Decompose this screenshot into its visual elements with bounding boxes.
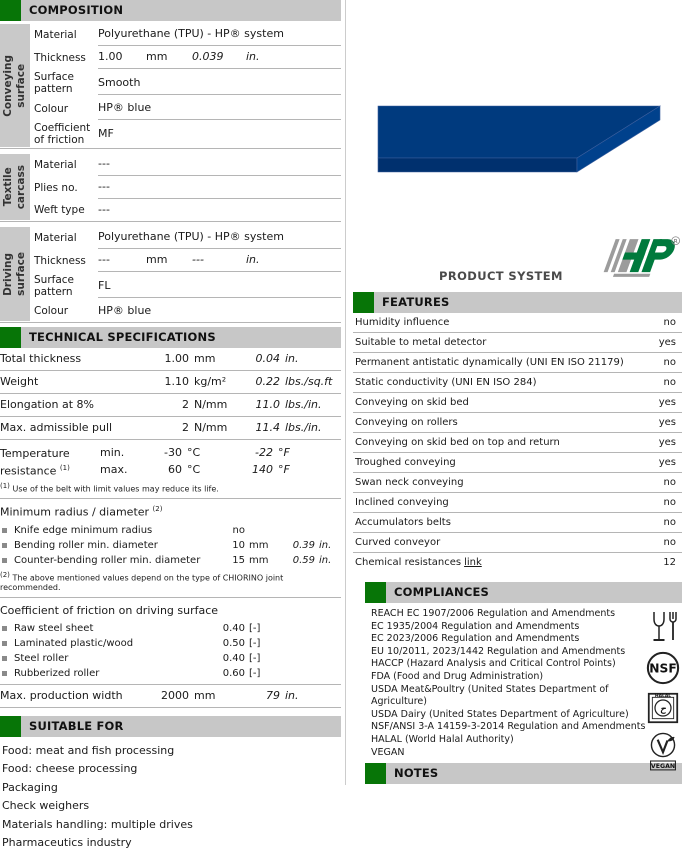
- food-contact-icon: [647, 609, 679, 645]
- row-value: Smooth: [98, 72, 341, 95]
- imperial-unit: lbs./in.: [285, 421, 322, 434]
- compliance-line: REACH EC 1907/2006 Regulation and Amendments: [371, 608, 616, 619]
- feature-value: no: [663, 537, 676, 548]
- imperial-value: 0.22: [255, 375, 280, 388]
- value-cell: 0.039: [192, 50, 224, 63]
- bullet-icon: [2, 656, 7, 661]
- value-cell: 0.40: [222, 652, 245, 664]
- metric-unit: N/mm: [194, 398, 228, 411]
- spec-label: Max. admissible pull: [0, 421, 113, 434]
- value-cell: 60: [168, 463, 182, 476]
- value-cell: °F: [278, 463, 290, 476]
- row-label: Colour: [34, 102, 69, 115]
- value-cell: 15: [232, 554, 245, 566]
- group-vertical-label: [0, 227, 30, 321]
- feature-label: Troughed conveying: [355, 457, 456, 468]
- value-cell: -30: [164, 446, 182, 459]
- svg-text:HALAL: HALAL: [654, 693, 672, 699]
- value-cell: mm: [146, 253, 168, 266]
- row-label: Surface pattern: [34, 71, 75, 95]
- spec-row: [0, 371, 341, 394]
- feature-value: yes: [658, 397, 676, 408]
- notes-header: [365, 763, 682, 784]
- imperial-value: 79: [266, 688, 280, 702]
- row-label: Thickness: [34, 254, 86, 267]
- belt-product-image: [353, 0, 682, 190]
- value-cell: Bending roller min. diameter: [14, 539, 158, 551]
- feature-label: Suitable to metal detector: [355, 337, 487, 348]
- composition-row: [34, 272, 341, 300]
- group-vertical-label: [0, 154, 30, 220]
- feature-row: [353, 453, 682, 473]
- row-label: Material: [34, 158, 77, 171]
- imperial-value: 11.0: [255, 398, 280, 411]
- value-cell: -22: [255, 446, 273, 459]
- group-vertical-label: [0, 24, 30, 147]
- value-cell: Laminated plastic/wood: [14, 637, 134, 649]
- bullet-icon: [2, 626, 7, 631]
- suitable-item: Packaging: [2, 780, 58, 794]
- friction-section: [0, 598, 341, 685]
- column-divider: [345, 0, 346, 785]
- spec-label: Elongation at 8%: [0, 398, 94, 411]
- composition-row: [34, 97, 341, 120]
- metric-unit: mm: [194, 688, 216, 702]
- compliance-line: HACCP (Hazard Analysis and Critical Control Points): [371, 658, 616, 670]
- composition-row: [34, 69, 341, 97]
- halal-icon: [647, 691, 679, 725]
- spec-label: Total thickness: [0, 352, 82, 365]
- bullet-icon: [2, 641, 7, 646]
- value-cell: mm: [249, 554, 269, 566]
- spec-item-row: [0, 666, 341, 681]
- feature-label: Inclined conveying: [355, 497, 449, 508]
- suitable-item: Check weighers: [2, 799, 90, 813]
- spec-label: Weight: [0, 375, 39, 388]
- features-table: [353, 313, 682, 572]
- composition-row: [34, 46, 341, 69]
- feature-value: no: [663, 477, 676, 488]
- value-cell: in.: [319, 554, 332, 566]
- value-cell: 0.60: [222, 667, 245, 679]
- compliances-section: [365, 582, 682, 804]
- feature-value: no: [663, 377, 676, 388]
- composition-row: [34, 153, 341, 176]
- row-label: Material: [34, 28, 77, 41]
- row-value: HP® blue: [98, 304, 152, 317]
- value-cell: 0.39: [292, 539, 315, 551]
- feature-value: no: [663, 357, 676, 368]
- composition-row: [34, 120, 341, 148]
- spec-row: [0, 685, 341, 708]
- value-cell: ---: [192, 253, 204, 266]
- feature-value: 12: [663, 557, 676, 568]
- value-cell: no: [232, 524, 245, 536]
- technical-specifications-header: [0, 327, 341, 348]
- row-label: Coefficient of friction: [34, 122, 91, 146]
- value-cell: min.: [100, 446, 125, 459]
- value-cell: [-]: [249, 622, 261, 634]
- imperial-unit: in.: [285, 352, 299, 365]
- notes-title: NOTES: [394, 766, 439, 781]
- compliance-line: VEGAN: [371, 746, 405, 758]
- feature-label: Conveying on skid bed on top and return: [355, 437, 560, 448]
- value-cell: °C: [187, 463, 201, 476]
- suitable-item: Food: cheese processing: [2, 762, 138, 776]
- feature-row: [353, 433, 682, 453]
- right-column: [353, 0, 682, 785]
- bullet-icon: [2, 528, 7, 533]
- imperial-value: 0.04: [255, 352, 280, 365]
- spec-label: Temperature resistance $^{(1)}$: [0, 447, 70, 478]
- svg-text:NSF: NSF: [649, 661, 677, 676]
- feature-label: Humidity influence: [355, 317, 450, 328]
- compliance-line: FDA (Food and Drug Administration): [371, 670, 544, 682]
- feature-row: [353, 533, 682, 553]
- suitable-for-header: [0, 716, 341, 737]
- value-cell: Rubberized roller: [14, 667, 100, 679]
- row-label: Thickness: [34, 51, 86, 64]
- value-cell: 0.59: [292, 554, 315, 566]
- imperial-unit: lbs./in.: [285, 398, 322, 411]
- subsection-title: Coefficient of friction on driving surface: [0, 603, 219, 617]
- suitable-for-title: SUITABLE FOR: [29, 718, 124, 733]
- value-cell: max.: [100, 463, 128, 476]
- feature-row: [353, 473, 682, 493]
- feature-row: [353, 493, 682, 513]
- spec-item-row: [0, 553, 341, 568]
- metric-unit: kg/m²: [194, 375, 227, 388]
- row-value: FL: [98, 275, 341, 298]
- value-cell: [-]: [249, 637, 261, 649]
- row-value: ---: [98, 176, 341, 199]
- composition-rows: [34, 23, 341, 148]
- product-system-label: PRODUCT SYSTEM: [439, 269, 563, 283]
- footnote: $^{(1)}$ Use of the belt with limit values may reduce its life.: [0, 481, 219, 494]
- feature-value: yes: [658, 457, 676, 468]
- temperature-block: [0, 440, 341, 499]
- spec-item-row: [0, 523, 341, 538]
- composition-title: COMPOSITION: [29, 3, 124, 17]
- section-marker-icon: [353, 292, 374, 313]
- composition-row: [34, 249, 341, 272]
- product-system-row: [353, 230, 682, 290]
- bullet-icon: [2, 543, 7, 548]
- feature-value: no: [663, 497, 676, 508]
- feature-label: Conveying on skid bed: [355, 397, 469, 408]
- composition-group: [0, 23, 341, 149]
- compliance-line: EC 2023/2006 Regulation and Amendments: [371, 633, 580, 645]
- metric-value: 1.00: [164, 352, 189, 365]
- feature-value: yes: [658, 337, 676, 348]
- spec-row: [0, 417, 341, 440]
- feature-label: Conveying on rollers: [355, 417, 458, 428]
- value-cell: Knife edge minimum radius: [14, 524, 153, 536]
- composition-group: [0, 153, 341, 222]
- compliance-line: NSF/ANSI 3-A 14159-3-2014 Regulation and Amendments: [371, 721, 646, 733]
- value-cell: 0.50: [222, 637, 245, 649]
- spec-row: [0, 348, 341, 371]
- row-label: Material: [34, 231, 77, 244]
- row-value: [98, 46, 341, 69]
- feature-value: no: [663, 317, 676, 328]
- section-marker-icon: [0, 327, 21, 348]
- technical-specifications-title: TECHNICAL SPECIFICATIONS: [29, 330, 216, 344]
- value-cell: mm: [249, 539, 269, 551]
- compliances-header: [365, 582, 682, 603]
- row-label: Weft type: [34, 204, 85, 216]
- svg-text:VEGAN: VEGAN: [650, 763, 676, 771]
- composition-rows: [34, 226, 341, 322]
- chemical-resistances-link[interactable]: link: [464, 557, 482, 568]
- notes-body: [365, 784, 682, 804]
- imperial-unit: in.: [285, 688, 299, 702]
- feature-row: [353, 393, 682, 413]
- compliance-line: EC 1935/2004 Regulation and Amendments: [371, 620, 580, 632]
- value-cell: mm: [146, 50, 168, 63]
- composition-row: [34, 23, 341, 46]
- value-cell: in.: [246, 253, 260, 266]
- temperature-row: [100, 444, 341, 461]
- bullet-icon: [2, 671, 7, 676]
- temperature-row: [100, 461, 341, 478]
- feature-value: yes: [658, 437, 676, 448]
- composition-row: [34, 300, 341, 322]
- hp-system-logo-icon: [578, 230, 682, 290]
- feature-row: [353, 513, 682, 533]
- footnote: $^{(2)}$ The above mentioned values depend on the type of CHIORINO joint recommended.: [0, 570, 284, 592]
- chemical-resistances-row: [353, 553, 682, 572]
- spec-label: Max. production width: [0, 688, 123, 702]
- bullet-icon: [2, 558, 7, 563]
- feature-value: yes: [658, 417, 676, 428]
- svg-text:R: R: [673, 238, 678, 245]
- value-cell: in.: [319, 539, 332, 551]
- spec-item-row: [0, 538, 341, 553]
- imperial-unit: lbs./sq.ft: [285, 375, 333, 388]
- svg-text:ح: ح: [660, 704, 666, 715]
- metric-unit: mm: [194, 352, 216, 365]
- spec-item-row: [0, 651, 341, 666]
- nsf-icon: [646, 651, 680, 685]
- value-cell: °C: [187, 446, 201, 459]
- row-value: ---: [98, 153, 341, 176]
- section-marker-icon: [365, 582, 386, 603]
- metric-value: 2: [182, 398, 189, 411]
- metric-value: 1.10: [164, 375, 189, 388]
- feature-row: [353, 373, 682, 393]
- spec-item-row: [0, 636, 341, 651]
- composition-row: [34, 176, 341, 199]
- metric-value: 2000: [161, 688, 189, 702]
- spec-item-row: [0, 621, 341, 636]
- group-label-text: Driving surface: [2, 252, 27, 296]
- section-marker-icon: [365, 763, 386, 784]
- group-label-text: Conveying surface: [2, 54, 27, 117]
- features-header: [353, 292, 682, 313]
- suitable-item: Food: meat and fish processing: [2, 743, 175, 757]
- row-value: ---: [98, 203, 110, 216]
- composition-group: [0, 226, 341, 323]
- vegan-icon: [647, 731, 679, 775]
- row-value: Polyurethane (TPU) - HP® system: [98, 226, 341, 249]
- value-cell: [-]: [249, 667, 261, 679]
- composition-header: [0, 0, 341, 21]
- row-label: Surface pattern: [34, 274, 75, 298]
- feature-row: [353, 333, 682, 353]
- value-cell: °F: [278, 446, 290, 459]
- metric-value: 2: [182, 421, 189, 434]
- composition-row: [34, 199, 341, 221]
- section-marker-icon: [0, 0, 21, 21]
- feature-label: Swan neck conveying: [355, 477, 464, 488]
- metric-unit: N/mm: [194, 421, 228, 434]
- value-cell: 10: [232, 539, 245, 551]
- composition-row: [34, 226, 341, 249]
- features-title: FEATURES: [382, 295, 450, 309]
- compliances-title: COMPLIANCES: [394, 585, 489, 599]
- section-marker-icon: [0, 716, 21, 737]
- group-label-text: Textile carcass: [2, 164, 27, 210]
- value-cell: in.: [246, 50, 260, 63]
- certification-icons: [644, 609, 682, 775]
- spec-row: [0, 394, 341, 417]
- row-value: [98, 249, 341, 272]
- row-label: Plies no.: [34, 181, 78, 194]
- feature-row: [353, 353, 682, 373]
- compliance-line: EU 10/2011, 2023/1442 Regulation and Amendments: [371, 645, 626, 657]
- row-value: MF: [98, 127, 114, 140]
- feature-label: Curved conveyor: [355, 537, 441, 548]
- value-cell: 1.00: [98, 50, 123, 63]
- row-label: Colour: [34, 305, 69, 317]
- technical-specifications-table: [0, 348, 341, 708]
- value-cell: Steel roller: [14, 652, 69, 664]
- compliance-line: USDA Dairy (United States Department of Agriculture): [371, 708, 629, 720]
- value-cell: [-]: [249, 652, 261, 664]
- value-cell: Counter-bending roller min. diameter: [14, 554, 201, 566]
- radius-section: [0, 499, 341, 597]
- feature-label: Accumulators belts: [355, 517, 451, 528]
- value-cell: 0.40: [222, 622, 245, 634]
- feature-label: Static conductivity (UNI EN ISO 284): [355, 377, 537, 388]
- feature-value: no: [663, 517, 676, 528]
- suitable-item: Pharmaceutics industry: [2, 836, 132, 850]
- composition-table: [0, 23, 341, 323]
- value-cell: Raw steel sheet: [14, 622, 94, 634]
- feature-row: [353, 313, 682, 333]
- row-value: HP® blue: [98, 97, 341, 120]
- value-cell: ---: [98, 253, 110, 266]
- suitable-for-list: [0, 737, 341, 852]
- feature-label: Chemical resistances: [355, 557, 462, 568]
- feature-row: [353, 413, 682, 433]
- row-value: Polyurethane (TPU) - HP® system: [98, 23, 341, 46]
- value-cell: 140: [252, 463, 273, 476]
- subsection-title: Minimum radius / diameter $^{(2)}$: [0, 505, 163, 519]
- feature-label: Permanent antistatic dynamically (UNI EN ISO 21179): [355, 357, 624, 368]
- composition-rows: [34, 153, 341, 221]
- compliance-line: HALAL (World Halal Authority): [371, 733, 514, 745]
- suitable-item: Materials handling: multiple drives: [2, 817, 193, 831]
- imperial-value: 11.4: [255, 421, 280, 434]
- compliances-list: [371, 608, 651, 759]
- compliance-line: USDA Meat&Poultry (United States Department of Agriculture): [371, 683, 609, 708]
